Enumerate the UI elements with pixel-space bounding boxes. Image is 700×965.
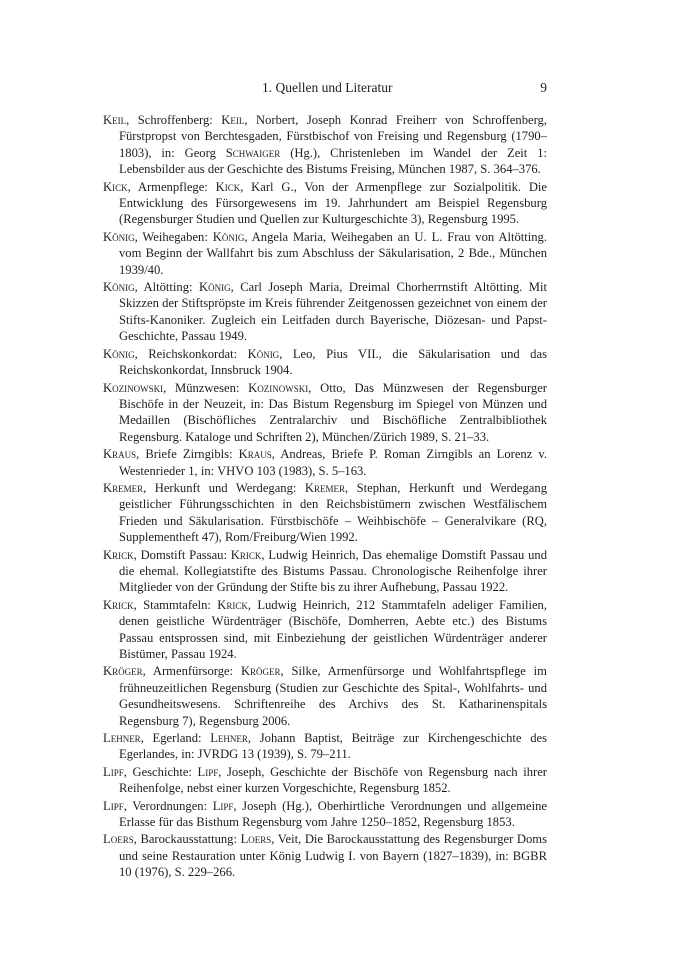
bibliography-entry (103, 764, 547, 797)
entry-short-title: , Briefe Zirngibls: (136, 447, 239, 462)
entry-text: , Andreas, Briefe P. Roman Zirngibls an Lorenz v. Westenrieder 1, in: VHVO 103 (1983), S. 5–163. (119, 447, 548, 478)
entry-author: Keil (221, 113, 245, 127)
entry-text: , Carl Joseph Maria, Dreimal Chorherrnstift Altötting. Mit Skizzen der Stiftspröpste im Kreis führender Zeitgenossen gezeichnet von einem der Stifts-Kanoniker. Zugleich ein Leitfaden durch Bayerische, Diözesan- und Papst-Geschichte, Passau 1949. (119, 280, 547, 344)
entry-text-continued: (Hg.), Christenleben im Wandel der Zeit 1: Lebensbilder aus der Geschichte des Bistums Freising, München 1987, S. 364–376. (119, 145, 548, 177)
bibliography-entry (103, 279, 547, 345)
entry-short-title: , Armenpflege: (127, 179, 216, 194)
entry-short-title: , Domstift Passau: (133, 547, 231, 562)
entry-text: , Norbert, Joseph Konrad Freiherr von Schroffenberg, Fürstpropst von Berchtesgaden, Fürstbischof von Freising und Regensburg (1790–1803), in: Georg (119, 113, 547, 160)
entry-short-author: Loers (103, 832, 134, 847)
entry-short-author: Kick (103, 179, 128, 194)
entry-author: Krick (217, 597, 248, 612)
entry-author: Kröger (240, 664, 281, 679)
entry-author: Lipf (212, 798, 234, 813)
entry-text: , Joseph, Geschichte der Bischöfe von Regensburg nach ihrer Reihenfolge, nebst einer kurzen Vorgeschichte, Regensburg 1852. (119, 764, 547, 796)
entry-text: , Veit, Die Barockausstattung des Regensburger Doms und seine Restauration unter König Ludwig I. von Bayern (1827–1839), in: BGBR 10 (1976), S. 229–266. (119, 832, 547, 880)
entry-author: Kremer (304, 480, 345, 495)
entry-author: Kick (215, 179, 241, 194)
entry-text: , Otto, Das Münzwesen der Regensburger Bischöfe in der Neuzeit, in: Das Bistum Regensburg im Spiegel von Münzen und Medaillen (Bischöfliches Zentralarchiv und Bischöfliche Zentralbibliothek Regensburg. Kataloge und Schriften 2), München/Zürich 1989, S. 21–33. (119, 380, 547, 444)
entry-text: , Silke, Armenfürsorge und Wohlfahrtspflege im frühneuzeitlichen Regensburg (Studien zur Geschichte des Spital-, Wohlfahrts- und Gesundheitswesens. Schriftenreihe des Archivs des St. Katharinenspitals Regensburg 7), Regensburg 2006. (119, 664, 547, 728)
entry-short-title: , Egerland: (140, 731, 211, 746)
entry-short-author: König (103, 229, 135, 244)
entry-author: König (247, 346, 280, 361)
bibliography-entry (103, 798, 547, 831)
entry-short-title: , Altötting: (134, 280, 199, 295)
bibliography-entry (103, 179, 547, 228)
entry-author: Lehner (210, 731, 248, 746)
entry-short-author: Krick (103, 597, 134, 612)
entry-short-author: Lehner (103, 731, 141, 746)
entry-author: Loers (240, 832, 272, 847)
entry-text: , Joseph (Hg.), Oberhirtliche Verordnungen und allgemeine Erlasse für das Bisthum Regensburg vom Jahre 1250–1852, Regensburg 1853. (119, 798, 547, 830)
bibliography-entry (103, 346, 547, 379)
entry-short-author: Lipf (103, 764, 124, 779)
bibliography-entry (103, 229, 547, 278)
entry-short-author: Krick (103, 547, 134, 562)
entry-text: , Johann Baptist, Beiträge zur Kirchengeschichte des Egerlandes, in: JVRDG 13 (1939), S. 79–211. (119, 731, 547, 762)
entry-text: , Angela Maria, Weihegaben an U. L. Frau von Altötting. vom Beginn der Wallfahrt bis zum Abschluss der Säkularisation, 2 Bde., München 1939/40. (119, 229, 548, 277)
bibliography-entry (103, 831, 547, 880)
entry-author: König (198, 280, 231, 295)
entry-short-author: Kröger (103, 664, 143, 679)
entry-short-title: , Barockausstattung: (133, 832, 241, 847)
entry-author: König (212, 229, 245, 244)
entry-text: , Stephan, Herkunft und Werdegang geistlicher Führungsschichten in den Reichsbistümern zwischen Westfälischem Frieden und Säkularisation. Fürstbischöfe – Weihbischöfe – Generalvikare (RQ, Supplementheft 47), Rom/Freiburg/Wien 1992. (119, 480, 547, 545)
entry-text: , Leo, Pius VII., die Säkularisation und das Reichskonkordat, Innsbruck 1904. (119, 346, 547, 378)
entry-short-author: Kozinowski (103, 380, 164, 395)
bibliography-entry (103, 730, 547, 763)
entry-short-author: König (103, 280, 135, 295)
entry-author: Kozinowski (248, 380, 309, 395)
running-head (0, 80, 700, 102)
entry-short-author: Lipf (103, 798, 124, 813)
entry-author: Kraus (238, 447, 272, 462)
entry-short-title: , Reichskonkordat: (134, 346, 248, 361)
section-title: 1. Quellen und Literatur (262, 80, 393, 95)
page-number: 9 (540, 80, 547, 95)
entry-short-title: , Schroffenberg: (126, 113, 222, 127)
entry-short-title: , Verordnungen: (123, 798, 213, 813)
entry-short-title: , Münzwesen: (163, 380, 249, 395)
entry-author: Lipf (197, 764, 219, 779)
bibliography-list (103, 112, 547, 882)
entry-short-author: Kremer (103, 480, 144, 495)
entry-editor-name: Schwaiger (225, 145, 281, 160)
entry-short-title: , Armenfürsorge: (142, 664, 241, 679)
entry-text: , Ludwig Heinrich, 212 Stammtafeln adeliger Familien, denen geistliche Würdenträger (Bischöfe, Domherren, Aebte etc.) des Bistums Passau entsprossen sind, mit Einbeziehung der geistlichen Würdenträger anderer Bistümer, Passau 1924. (119, 597, 547, 661)
entry-text: , Karl G., Von der Armenpflege zur Sozialpolitik. Die Entwicklung des Fürsorgewesens im 19. Jahrhundert am Beispiel Regensburg (Regensburger Studien und Quellen zur Kulturgeschichte 3), Regensburg 1995. (119, 179, 547, 227)
entry-short-title: , Weihegaben: (134, 229, 213, 244)
entry-author: Krick (230, 547, 262, 562)
bibliography-entry (103, 112, 547, 178)
entry-short-title: , Stammtafeln: (133, 597, 218, 612)
bibliography-entry (103, 446, 547, 479)
entry-short-author: Keil (103, 113, 127, 127)
entry-short-title: , Herkunft und Werdegang: (143, 480, 305, 495)
bibliography-entry (103, 380, 547, 446)
entry-short-author: Kraus (103, 447, 137, 462)
entry-short-author: König (103, 346, 135, 361)
bibliography-entry (103, 480, 547, 546)
bibliography-entry (103, 547, 547, 596)
bibliography-entry (103, 663, 547, 729)
entry-text: , Ludwig Heinrich, Das ehemalige Domstift Passau und die ehemal. Kollegiatstifte des Bistums Passau. Chronologische Reihenfolge ihrer Mitglieder von der Gründung der Stifte bis zu ihrer Aufhebung, Passau 1922. (119, 547, 547, 595)
bibliography-entry (103, 597, 547, 663)
entry-short-title: , Geschichte: (123, 764, 198, 779)
